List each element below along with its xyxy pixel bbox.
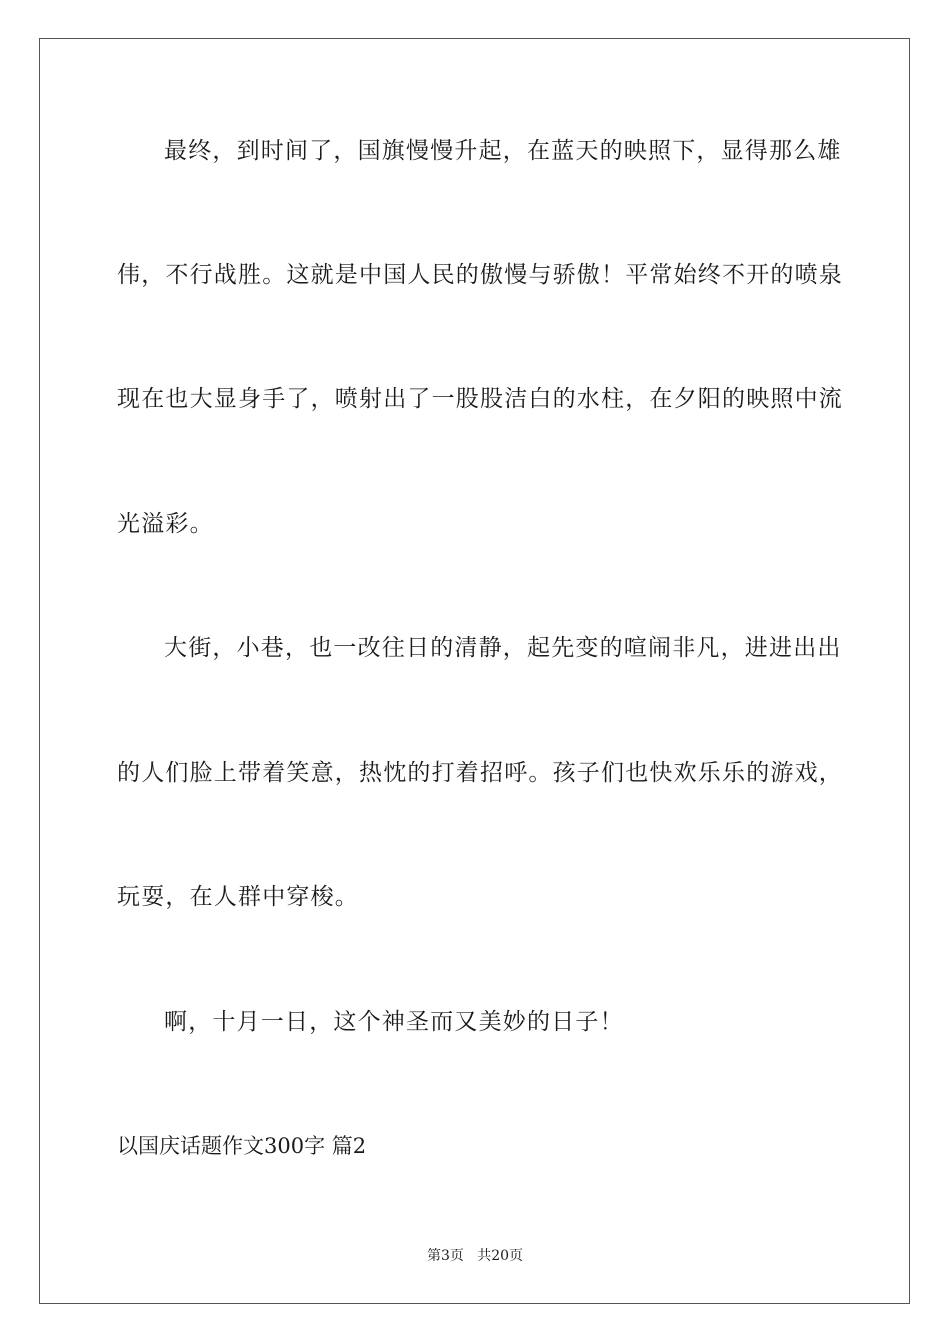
page-footer: 第3页 共20页 [426, 1248, 524, 1264]
page-border [39, 38, 910, 1304]
paragraph-1-line-2: 伟，不行战胜。这就是中国人民的傲慢与骄傲！平常始终不开的喷泉 [117, 262, 843, 288]
paragraph-1-line-3: 现在也大显身手了，喷射出了一股股洁白的水柱，在夕阳的映照中流 [117, 386, 843, 412]
paragraph-1-line-4: 光溢彩。 [117, 511, 214, 537]
paragraph-2-line-3: 玩耍，在人群中穿梭。 [117, 884, 359, 910]
paragraph-2-line-2: 的人们脸上带着笑意，热忱的打着招呼。孩子们也快欢乐乐的游戏， [117, 760, 843, 786]
paragraph-1-line-1: 最终，到时间了，国旗慢慢升起，在蓝天的映照下，显得那么雄 [164, 138, 842, 164]
section-heading: 以国庆话题作文300字 篇2 [117, 1134, 367, 1158]
paragraph-3-line-1: 啊，十月一日，这个神圣而又美妙的日子！ [164, 1009, 624, 1035]
paragraph-2-line-1: 大街，小巷，也一改往日的清静，起先变的喧闹非凡，进进出出 [164, 635, 842, 661]
